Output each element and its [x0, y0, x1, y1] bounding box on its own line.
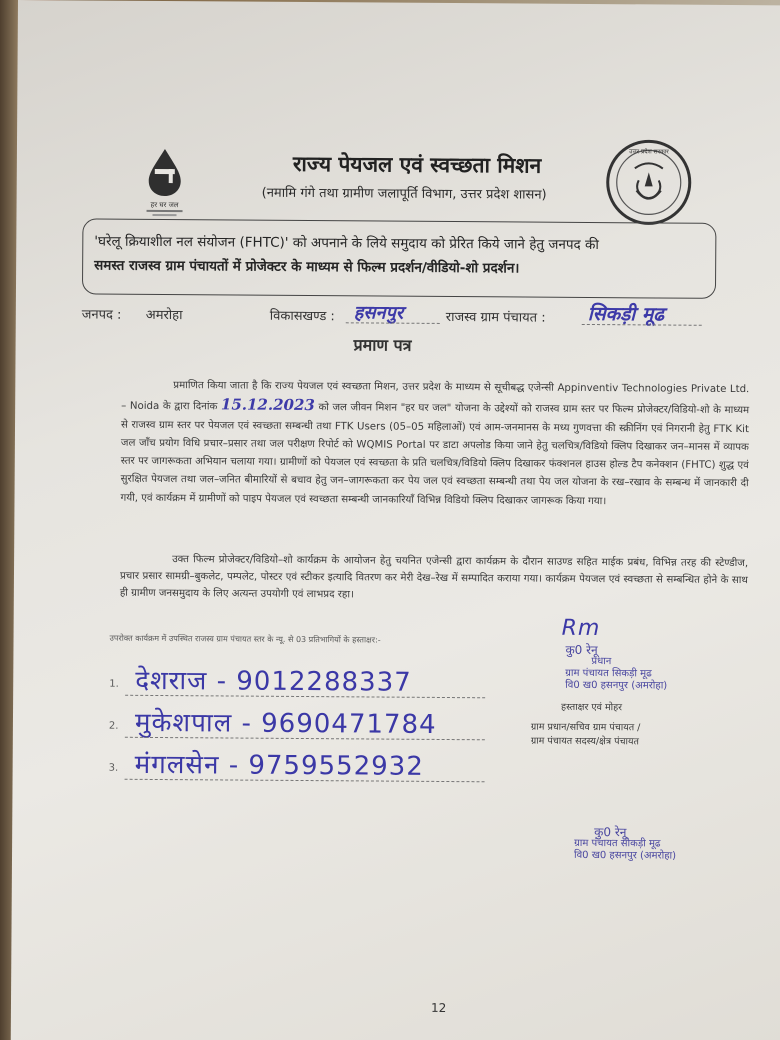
pradhan-signature: Rm: [561, 615, 601, 642]
attendee-number-2: 2.: [108, 720, 119, 732]
attendee-number-3: 3.: [108, 762, 119, 774]
banner-line-1: 'घरेलू क्रियाशील नल संयोजन (FHTC)' को अपनाने के लिये समुदाय को प्रेरित किये जाने हेतु जनपद की: [94, 233, 599, 254]
svg-text:उत्तर प्रदेश सरकार: उत्तर प्रदेश सरकार: [629, 148, 669, 156]
up-govt-emblem: [604, 138, 693, 227]
page-title: राज्य पेयजल एवं स्वच्छता मिशन: [292, 151, 542, 178]
gram-panchayat-value: सिकड़ी मूढ: [587, 302, 665, 326]
certificate-title: प्रमाण पत्र: [353, 335, 412, 355]
page-number: 12: [430, 1000, 447, 1016]
attendee-number-1: 1.: [109, 678, 119, 690]
certificate-paragraph-1: [120, 377, 749, 512]
stamp2-gram-panchayat: ग्राम पंचायत सीकड़ी मूढ: [574, 837, 661, 850]
sign-stamp-label: हस्ताक्षर एवं मोहर: [561, 701, 623, 714]
attendees-intro: उपरोक्त कार्यक्रम में उपस्थित राजस्व ग्राम पंचायत स्तर के न्यू. से 03 प्रतिभागियों के हस्ताक्षर:-: [109, 633, 381, 645]
district-value: अमरोहा: [145, 307, 183, 324]
attendee-entry-3: मंगलसेन - 9759552932: [134, 749, 424, 782]
stamp2-block: वि0 ख0 हसनपुर (अमरोहा): [574, 849, 677, 862]
paragraph-1-start: प्रमाणित किया जाता है कि राज्य पेयजल एवं स्वच्छता मिशन, उत्तर प्रदेश के माध्यम से सूचीबद्ध एजेन्सी Appinventiv Technologies Private Ltd. – Noida के द्वारा दिनांक: [121, 380, 750, 413]
paragraph-1-rest: को जल जीवन मिशन "हर घर जल" योजना के उद्देश्यों को राजस्व ग्राम स्तर पर फिल्म प्रोजेक्टर/विडियो-शो के माध्यम से राजस्व ग्राम स्तर पर पेयजल एवं स्वच्छता सम्बन्धी तथा FTK Users (05–05 महिलाओं) एवं आम-जनमानस के मध्य गुणवत्ता की स्क्रीनिंग एवं निगरानी हेतु FTK Kit जल जाँच प्रयोग विधि प्रचार–प्रसार तथा जल परीक्षण रिपोर्ट को WQMIS Portal पर डाटा अपलोड किया जाने हेतु चलचित्र/विडियो क्लिप दिखाकर जन–मानस में व्यापक स्तर पर जागरूकता अभियान चलाया गया। ग्रामीणों को पेयजल एवं स्वच्छता के प्रति चलचित्र/विडियो क्लिप दिखाकर फंक्शनल हाउस होल्ड टैप कनेक्शन (FHTC) शुद्ध एवं सुरक्षित पेयजल तथा जल–जनित बीमारियों से बचाव हेतु जन–जागरूकता कर पेय जल एवं स्वच्छता सम्बन्धी तथा पेय जल योजना के रख–रखाव के सम्बन्ध में जानकारी दी गयी, एवं कार्यक्रम में ग्रामीणों को पाइप पेयजल एवं स्वच्छता सम्बन्धी जानकारियाँ विभिन्न विडियो क्लिप दिखाकर जागरूक किया गया।: [120, 402, 750, 507]
pradhan-stamp: [565, 644, 735, 693]
second-stamp: [574, 826, 724, 863]
stamp-gram-panchayat: ग्राम पंचायत सिकड़ी मूढ: [565, 667, 652, 680]
banner-text: [94, 230, 706, 282]
stamp-name: कु0 रेनू: [565, 642, 598, 658]
block-label: विकासखण्ड :: [269, 308, 335, 325]
signatory-role-line-2: ग्राम पंचायत सदस्य/क्षेत्र पंचायत: [530, 735, 639, 748]
certificate-paragraph-2: उक्त फिल्म प्रोजेक्टर/विडियो–शो कार्यक्रम के आयोजन हेतु चयनित एजेन्सी द्वारा कार्यक्रम के दौरान साउण्ड सहित माईक प्रबंध, विभिन्न तरह की स्टेण्डीज, प्रचार प्रसार सामग्री–बुकलेट, पम्पलेट, पोस्टर एवं स्टीकर इत्यादि वितरण कर मेरी देख–रेख में सम्पादित कराया गया। कार्यक्रम पेयजल एवं स्वच्छता से सम्बन्धित होने के साथ ही ग्रामीण जनसमुदाय के लिए अत्यन्त उपयोगी एवं लाभप्रद रहा।: [119, 554, 749, 601]
district-label: जनपद :: [81, 307, 122, 323]
signatory-role-line-1: ग्राम प्रधान/सचिव ग्राम पंचायत /: [530, 721, 641, 734]
program-date: 15.12.2023: [220, 395, 315, 415]
banner-line-2: समस्त राजस्व ग्राम पंचायतों में प्रोजेक्टर के माध्यम से फिल्म प्रदर्शन/वीडियो-शो प्रदर्शन।: [94, 257, 520, 277]
har-ghar-jal-logo: [124, 147, 205, 220]
stamp-block: वि0 ख0 हसनपुर (अमरोहा): [565, 679, 668, 692]
page-subtitle: (नमामि गंगे तथा ग्रामीण जलापूर्ति विभाग, उत्तर प्रदेश शासन): [261, 185, 547, 203]
block-value: हसनपुर: [353, 302, 404, 324]
stamp2-name: कु0 रेनू: [594, 825, 627, 840]
attendee-entry-2: मुकेशपाल - 9690471784: [134, 707, 437, 740]
gram-panchayat-label: राजस्व ग्राम पंचायत :: [445, 309, 546, 326]
certificate-page: [11, 0, 780, 1040]
attendee-entry-1: देशराज - 9012288337: [135, 665, 412, 698]
stamp-designation: प्रधान: [591, 656, 612, 668]
svg-text:हर घर जल: हर घर जल: [150, 200, 179, 210]
